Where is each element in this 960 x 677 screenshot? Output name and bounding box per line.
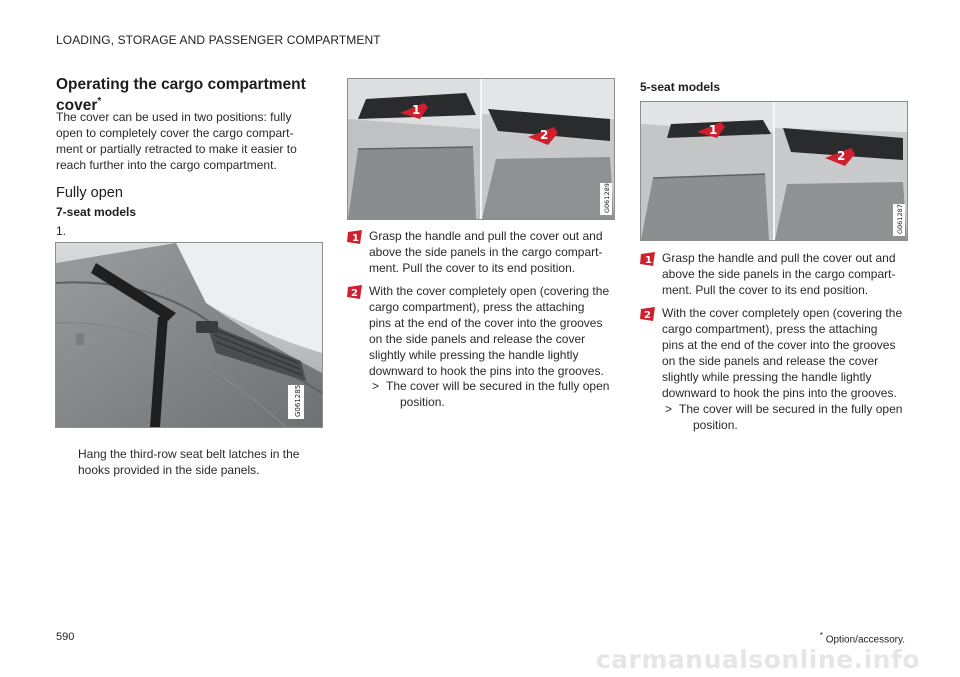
- watermark-text[interactable]: carmanualsonline.info: [595, 645, 920, 674]
- svg-text:1: 1: [352, 233, 359, 244]
- seatbelt-hook-illustration: [55, 242, 323, 428]
- running-header: LOADING, STORAGE AND PASSENGER COMPARTMENT: [56, 33, 381, 47]
- step-line: Grasp the handle and pull the cover out and: [369, 229, 603, 243]
- page-number: 590: [56, 631, 75, 643]
- step-number: 1.: [56, 224, 67, 238]
- step-line: downward to hook the pins into the grooves.: [662, 386, 897, 400]
- figure-code: G061285: [294, 384, 302, 417]
- svg-text:2: 2: [644, 310, 651, 321]
- step-line: downward to hook the pins into the grooves.: [369, 364, 604, 378]
- step-line: cargo compartment), press the attaching: [369, 300, 585, 314]
- result-line: The cover will be secured in the fully open: [386, 379, 610, 393]
- callout-number: 1: [709, 123, 718, 137]
- result-note: [372, 378, 622, 412]
- instruction-step: [640, 250, 910, 300]
- step-line: cargo compartment), press the attaching: [662, 322, 878, 336]
- result-marker: >: [665, 402, 673, 416]
- step-line: on the side panels and release the cover: [662, 354, 879, 368]
- step-line: With the cover completely open (covering the: [662, 306, 903, 320]
- step-line: slightly while pressing the handle lightly: [369, 348, 579, 362]
- seven-seat-heading: 7-seat models: [56, 205, 137, 219]
- result-marker: >: [372, 379, 380, 393]
- step-badge-icon: [347, 285, 363, 299]
- callout-number: 2: [837, 149, 846, 163]
- five-seat-heading: 5-seat models: [640, 80, 721, 94]
- intro-line: ment or partially retracted to make it easier to: [56, 142, 297, 156]
- option-marker: *: [97, 96, 102, 107]
- result-line: position.: [400, 395, 445, 409]
- five-seat-cover-illustration: [640, 101, 908, 241]
- section-title: Operating the cargo compartment cover*: [56, 76, 306, 115]
- intro-line: The cover can be used in two positions: fully: [56, 110, 292, 124]
- figure-code: G061289: [603, 183, 611, 213]
- intro-paragraph: [56, 109, 316, 173]
- step-line: ment. Pull the cover to its end position.: [662, 283, 869, 297]
- fully-open-heading: Fully open: [56, 185, 123, 201]
- seven-seat-cover-illustration: [347, 78, 615, 220]
- callout-number: 2: [540, 128, 549, 142]
- step1-description: [78, 446, 318, 478]
- step-line: slightly while pressing the handle lightly: [662, 370, 872, 384]
- result-note: [665, 401, 915, 435]
- step-line: pins at the end of the cover into the grooves: [662, 338, 896, 352]
- step-badge-icon: [640, 252, 656, 266]
- step1-line: Hang the third-row seat belt latches in the: [78, 447, 300, 461]
- footnote-marker: *: [819, 631, 823, 640]
- step1-line: hooks provided in the side panels.: [78, 463, 260, 477]
- step-line: above the side panels in the cargo compart-: [369, 245, 603, 259]
- step-badge-icon: [640, 307, 656, 321]
- footnote-text: Option/accessory.: [825, 634, 905, 646]
- instruction-step: [640, 305, 910, 405]
- step-line: ment. Pull the cover to its end position.: [369, 261, 576, 275]
- svg-text:1: 1: [645, 255, 652, 266]
- intro-line: open to completely cover the cargo compart-: [56, 126, 294, 140]
- footnote: [790, 631, 905, 645]
- step-line: pins at the end of the cover into the grooves: [369, 316, 603, 330]
- callout-number: 1: [412, 103, 421, 117]
- step-line: above the side panels in the cargo compart-: [662, 267, 896, 281]
- svg-text:2: 2: [351, 288, 358, 299]
- watermark-strip: [0, 645, 960, 677]
- instruction-step: [347, 283, 617, 383]
- figure-code: G061287: [896, 204, 904, 234]
- step-line: on the side panels and release the cover: [369, 332, 586, 346]
- intro-line: reach further into the cargo compartment.: [56, 158, 277, 172]
- instruction-step: [347, 228, 617, 278]
- step-badge-icon: [347, 230, 363, 244]
- step-line: Grasp the handle and pull the cover out and: [662, 251, 896, 265]
- result-line: position.: [693, 418, 738, 432]
- step-line: With the cover completely open (covering the: [369, 284, 610, 298]
- result-line: The cover will be secured in the fully open: [679, 402, 903, 416]
